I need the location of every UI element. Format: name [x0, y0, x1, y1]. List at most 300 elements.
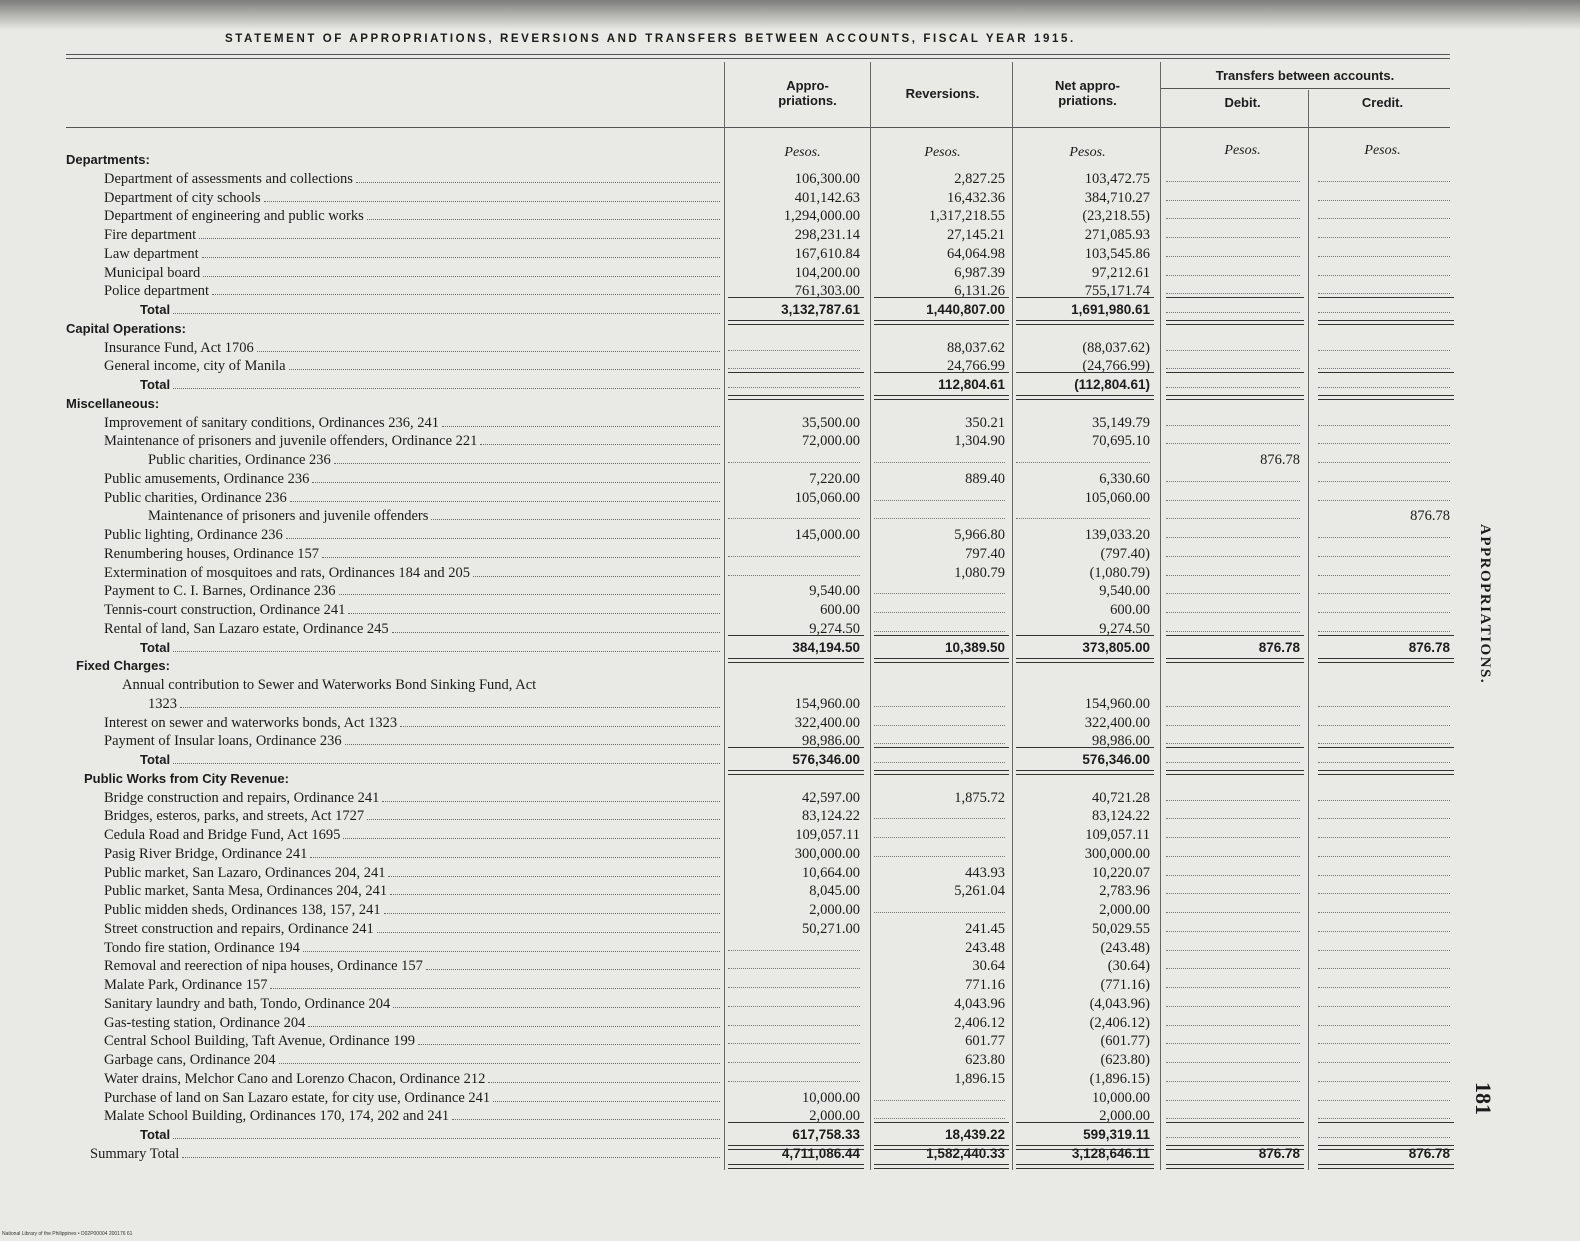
row-label-text: Fire department	[104, 227, 197, 244]
cell-appro	[728, 940, 860, 951]
row-label-text: Total	[140, 752, 171, 768]
cell-rev: 2,827.25	[954, 170, 1005, 187]
cell-rev: 2,406.12	[954, 1014, 1005, 1031]
row-label	[66, 321, 720, 337]
sum-rule	[1318, 747, 1454, 748]
title-rule	[66, 54, 1450, 55]
cell-credit	[1318, 433, 1450, 444]
cell-credit	[1318, 827, 1450, 838]
table-row	[0, 827, 1470, 843]
cell-rev	[874, 508, 1005, 519]
cell-appro	[728, 377, 860, 388]
cell-net: 98,986.00	[1092, 733, 1150, 750]
sum-rule	[1166, 1122, 1304, 1123]
double-rule	[1166, 1164, 1304, 1169]
row-label	[104, 902, 720, 918]
cell-rev	[874, 827, 1005, 838]
cell-appro: 154,960.00	[794, 695, 860, 712]
row-label	[104, 471, 720, 487]
dot-leader	[452, 1108, 720, 1120]
cell-rev: 350.21	[965, 414, 1005, 431]
row-label	[104, 958, 720, 974]
cell-net: 576,346.00	[1082, 752, 1150, 768]
dot-leader	[431, 508, 720, 520]
sum-rule	[1318, 297, 1454, 298]
cell-net: 109,057.11	[1085, 827, 1150, 844]
cell-rev: 1,080.79	[954, 564, 1005, 581]
cell-debit	[1166, 827, 1300, 838]
dot-leader	[286, 527, 720, 539]
cell-debit	[1166, 883, 1300, 894]
cell-net: 2,000.00	[1099, 902, 1150, 919]
total-row	[0, 752, 1470, 768]
row-label	[104, 340, 720, 356]
cell-net: 103,472.75	[1084, 170, 1150, 187]
dot-leader	[173, 377, 720, 389]
table-row	[0, 790, 1470, 806]
double-rule	[728, 1164, 864, 1169]
row-label-text: Public midden sheds, Ordinances 138, 157, 241	[104, 902, 381, 919]
cell-rev: 1,304.90	[954, 433, 1005, 450]
cell-debit	[1166, 790, 1300, 801]
cell-rev	[874, 846, 1005, 857]
cell-debit	[1166, 902, 1300, 913]
dot-leader	[212, 283, 720, 295]
total-row	[0, 640, 1470, 656]
table-row	[0, 208, 1470, 224]
dot-leader	[390, 883, 720, 895]
cell-appro: 9,540.00	[809, 583, 860, 600]
cell-appro	[728, 1052, 860, 1063]
cell-debit	[1166, 733, 1300, 744]
cell-rev: 1,317,218.55	[928, 208, 1005, 225]
table-row	[0, 846, 1470, 862]
cell-rev: 771.16	[965, 977, 1005, 994]
unit-label: Pesos.	[924, 145, 961, 160]
cell-credit	[1318, 846, 1450, 857]
row-label-text: Law department	[104, 245, 199, 262]
cell-debit	[1166, 808, 1300, 819]
cell-credit	[1318, 265, 1450, 276]
row-label	[104, 1090, 720, 1106]
row-label	[104, 283, 720, 299]
cell-appro: 104,200.00	[794, 264, 860, 281]
table-row	[0, 227, 1470, 243]
cell-rev	[874, 621, 1005, 632]
cell-net: 2,000.00	[1099, 1108, 1150, 1125]
cell-appro	[728, 565, 860, 576]
cell-credit: 876.78	[1410, 508, 1450, 525]
row-label-text: Renumbering houses, Ordinance 157	[104, 545, 320, 562]
dot-leader	[493, 1090, 720, 1102]
cell-credit	[1318, 1052, 1450, 1063]
row-label-text: Tondo fire station, Ordinance 194	[104, 939, 300, 956]
dot-leader	[173, 302, 720, 314]
cell-rev: 1,440,807.00	[926, 302, 1005, 318]
cell-rev: 623.80	[965, 1052, 1005, 1069]
row-label-text: Municipal board	[104, 264, 201, 281]
row-label-text: Public market, San Lazaro, Ordinances 204, 241	[104, 864, 386, 881]
row-label	[104, 208, 720, 224]
title-rule-2	[66, 58, 1450, 59]
sum-rule	[1166, 747, 1304, 748]
dot-leader	[180, 696, 720, 708]
cell-debit	[1166, 865, 1300, 876]
row-label	[76, 658, 720, 674]
side-section-label: APPROPRIATIONS.	[1477, 524, 1493, 685]
table-row	[0, 583, 1470, 599]
cell-net: 2,783.96	[1099, 883, 1150, 900]
cell-net: (797.40)	[1100, 545, 1150, 562]
sum-rule	[874, 297, 1009, 298]
cell-appro: 105,060.00	[794, 489, 860, 506]
row-label	[104, 1071, 720, 1087]
cell-net: (2,406.12)	[1089, 1014, 1150, 1031]
row-label-text: Improvement of sanitary conditions, Ordinances 236, 241	[104, 414, 440, 431]
cell-debit	[1166, 358, 1300, 369]
double-rule	[1016, 1164, 1154, 1169]
table-row	[0, 602, 1470, 618]
cell-debit	[1166, 696, 1300, 707]
cell-debit	[1166, 227, 1300, 238]
dot-leader	[182, 1146, 720, 1158]
row-label-text: Pasig River Bridge, Ordinance 241	[104, 845, 308, 862]
cell-credit	[1318, 733, 1450, 744]
table-row	[0, 471, 1470, 487]
section-heading	[0, 396, 1470, 412]
row-label	[104, 940, 720, 956]
cell-appro: 2,000.00	[809, 1108, 860, 1125]
cell-rev	[874, 490, 1005, 501]
dot-leader	[367, 208, 720, 220]
row-label	[104, 433, 720, 449]
dot-leader	[310, 846, 720, 858]
cell-credit	[1318, 171, 1450, 182]
cell-credit	[1318, 452, 1450, 463]
cell-credit	[1318, 752, 1450, 763]
row-label	[104, 808, 720, 824]
cell-appro: 298,231.14	[794, 227, 860, 244]
dot-leader	[173, 640, 720, 652]
cell-net: 599,319.11	[1083, 1127, 1150, 1143]
cell-rev	[874, 733, 1005, 744]
cell-net: 271,085.93	[1084, 227, 1150, 244]
total-row	[0, 377, 1470, 393]
cell-rev	[874, 452, 1005, 463]
cell-credit	[1318, 246, 1450, 257]
row-label	[140, 640, 720, 656]
header-bottom-rule	[66, 127, 1450, 128]
row-label-text: Central School Building, Taft Avenue, Ordinance 199	[104, 1033, 415, 1050]
cell-credit	[1318, 921, 1450, 932]
cell-credit	[1318, 583, 1450, 594]
cell-debit	[1166, 433, 1300, 444]
section-heading	[0, 321, 1470, 337]
row-label	[104, 1033, 720, 1049]
cell-net	[1016, 452, 1150, 463]
cell-rev: 889.40	[965, 470, 1005, 487]
cell-appro	[728, 1033, 860, 1044]
row-label-text: Public lighting, Ordinance 236	[104, 527, 283, 544]
unit-label: Pesos.	[1069, 145, 1106, 160]
cell-credit	[1318, 302, 1450, 313]
dot-leader	[173, 752, 720, 764]
table-row	[0, 1015, 1470, 1031]
cell-net: 10,220.07	[1092, 864, 1150, 881]
row-label-text: Public charities, Ordinance 236	[148, 452, 331, 469]
cell-credit	[1318, 602, 1450, 613]
dot-leader	[289, 358, 720, 370]
dot-leader	[303, 940, 720, 952]
cell-rev: 1,582,440.33	[926, 1146, 1005, 1161]
cell-appro: 401,142.63	[794, 189, 860, 206]
cell-credit	[1318, 358, 1450, 369]
cell-appro	[728, 340, 860, 351]
row-label	[104, 171, 720, 187]
cell-appro: 2,000.00	[809, 902, 860, 919]
cell-appro: 322,400.00	[794, 714, 860, 731]
row-label-text: Bridges, esteros, parks, and streets, Act 1727	[104, 808, 365, 825]
cell-rev: 24,766.99	[947, 358, 1005, 375]
cell-debit	[1166, 1108, 1300, 1119]
cell-rev: 16,432.36	[947, 189, 1005, 206]
cell-credit	[1318, 1015, 1450, 1026]
dot-leader	[400, 715, 720, 727]
row-label	[104, 265, 720, 281]
cell-net: (1,080.79)	[1089, 564, 1150, 581]
cell-appro: 35,500.00	[802, 414, 860, 431]
row-label	[104, 602, 720, 618]
total-row	[0, 1127, 1470, 1143]
sum-rule	[1318, 1122, 1454, 1123]
dot-leader	[264, 190, 720, 202]
cell-debit	[1166, 1127, 1300, 1138]
row-label-text: 1323	[148, 695, 177, 712]
cell-appro: 72,000.00	[802, 433, 860, 450]
cell-net: 9,540.00	[1099, 583, 1150, 600]
dot-leader	[345, 733, 720, 745]
row-label	[122, 677, 720, 693]
cell-net: (623.80)	[1100, 1052, 1150, 1069]
cell-net: 300,000.00	[1084, 845, 1150, 862]
row-label-text: Purchase of land on San Lazaro estate, for city use, Ordinance 241	[104, 1089, 491, 1106]
table-row	[0, 696, 1470, 712]
cell-debit	[1166, 1090, 1300, 1101]
cell-debit	[1166, 977, 1300, 988]
cell-rev	[874, 715, 1005, 726]
table-row	[0, 246, 1470, 262]
total-row	[0, 302, 1470, 318]
cell-debit	[1166, 752, 1300, 763]
row-label-text: Public market, Santa Mesa, Ordinances 204, 241	[104, 883, 388, 900]
cell-appro	[728, 1071, 860, 1082]
header-reversions: Reversions.	[905, 86, 980, 101]
cell-debit	[1166, 171, 1300, 182]
cell-credit	[1318, 696, 1450, 707]
cell-appro: 167,610.84	[794, 245, 860, 262]
cell-appro	[728, 996, 860, 1007]
cell-net: (88,037.62)	[1082, 339, 1150, 356]
cell-rev: 601.77	[965, 1033, 1005, 1050]
cell-credit	[1318, 1090, 1450, 1101]
row-label	[104, 883, 720, 899]
dot-leader	[202, 246, 720, 258]
cell-credit	[1318, 190, 1450, 201]
cell-debit	[1166, 621, 1300, 632]
row-label	[104, 358, 720, 374]
cell-rev: 243.48	[965, 939, 1005, 956]
sum-rule	[1016, 635, 1154, 636]
dot-leader	[173, 1127, 720, 1139]
row-label-text: General income, city of Manila	[104, 358, 286, 375]
row-label-text: Payment to C. I. Barnes, Ordinance 236	[104, 583, 336, 600]
cell-rev: 30.64	[972, 958, 1005, 975]
dot-leader	[384, 902, 720, 914]
unit-label: Pesos.	[1364, 143, 1401, 158]
cell-debit	[1166, 1015, 1300, 1026]
header-transfers: Transfers between accounts.	[1215, 68, 1395, 83]
cell-appro	[728, 1015, 860, 1026]
table-row	[0, 902, 1470, 918]
cell-credit	[1318, 902, 1450, 913]
cell-debit	[1166, 583, 1300, 594]
cell-net: 154,960.00	[1084, 695, 1150, 712]
cell-rev: 5,966.80	[954, 527, 1005, 544]
sum-rule	[1166, 297, 1304, 298]
sum-rule	[1166, 372, 1304, 373]
row-label	[104, 715, 720, 731]
dot-leader	[348, 602, 720, 614]
row-label-text: Total	[140, 302, 171, 318]
row-label	[104, 827, 720, 843]
row-label	[104, 527, 720, 543]
row-label	[104, 996, 720, 1012]
table-row	[0, 677, 1470, 693]
cell-net: (4,043.96)	[1089, 995, 1150, 1012]
sum-rule	[874, 747, 1009, 748]
cell-rev: 4,043.96	[954, 995, 1005, 1012]
cell-net: (771.16)	[1100, 977, 1150, 994]
dot-leader	[339, 583, 720, 595]
table-row	[0, 546, 1470, 562]
cell-appro: 7,220.00	[809, 470, 860, 487]
cell-appro: 9,274.50	[809, 620, 860, 637]
row-label-text: Miscellaneous:	[66, 395, 160, 411]
dot-leader	[367, 808, 720, 820]
cell-net: 6,330.60	[1099, 470, 1150, 487]
row-label-text: Public amusements, Ordinance 236	[104, 470, 310, 487]
row-label	[90, 1146, 720, 1162]
row-label-text: Removal and reerection of nipa houses, Ordinance 157	[104, 958, 423, 975]
cell-rev: 1,896.15	[954, 1070, 1005, 1087]
row-label-text: Rental of land, San Lazaro estate, Ordinance 245	[104, 620, 389, 637]
row-label	[140, 752, 720, 768]
cell-rev: 6,131.26	[954, 283, 1005, 300]
cell-net: (112,804.61)	[1074, 377, 1150, 393]
cell-credit	[1318, 227, 1450, 238]
cell-rev: 5,261.04	[954, 883, 1005, 900]
cell-net: 600.00	[1110, 602, 1150, 619]
cell-debit	[1166, 1033, 1300, 1044]
cell-appro: 8,045.00	[809, 883, 860, 900]
cell-debit	[1166, 958, 1300, 969]
sum-rule	[728, 372, 864, 373]
cell-debit	[1166, 508, 1300, 519]
sum-rule	[1016, 372, 1154, 373]
table-row	[0, 490, 1470, 506]
cell-credit	[1318, 715, 1450, 726]
cell-credit	[1318, 415, 1450, 426]
dot-leader	[257, 340, 720, 352]
sum-rule	[728, 297, 864, 298]
cell-rev	[874, 696, 1005, 707]
cell-credit	[1318, 527, 1450, 538]
row-label-text: Garbage cans, Ordinance 204	[104, 1052, 276, 1069]
row-label-text: Department of assessments and collections	[104, 170, 353, 187]
cell-credit	[1318, 283, 1450, 294]
sum-rule	[728, 747, 864, 748]
sum-rule	[874, 1122, 1009, 1123]
cell-rev: 1,875.72	[954, 789, 1005, 806]
cell-net: 1,691,980.61	[1071, 302, 1150, 318]
cell-debit	[1166, 415, 1300, 426]
table-row	[0, 340, 1470, 356]
table-row	[0, 865, 1470, 881]
cell-debit	[1166, 208, 1300, 219]
row-label	[140, 302, 720, 318]
row-label	[104, 790, 720, 806]
cell-credit	[1318, 958, 1450, 969]
row-label-text: Maintenance of prisoners and juvenile offenders, Ordinance 221	[104, 433, 478, 450]
row-label	[104, 227, 720, 243]
row-label	[104, 565, 720, 581]
cell-debit	[1166, 565, 1300, 576]
cell-appro	[728, 977, 860, 988]
row-label	[148, 452, 720, 468]
row-label-text: Water drains, Melchor Cano and Lorenzo Chacon, Ordinance 212	[104, 1070, 486, 1087]
row-label-text: Sanitary laundry and bath, Tondo, Ordinance 204	[104, 995, 391, 1012]
cell-debit	[1166, 996, 1300, 1007]
cell-debit	[1166, 921, 1300, 932]
row-label-text: Public charities, Ordinance 236	[104, 489, 287, 506]
section-heading	[0, 658, 1470, 674]
cell-net: 40,721.28	[1092, 789, 1150, 806]
cell-appro: 761,303.00	[794, 283, 860, 300]
cell-credit	[1318, 208, 1450, 219]
table-row	[0, 171, 1470, 187]
cell-appro: 4,711,086.44	[781, 1146, 860, 1161]
cell-debit	[1166, 940, 1300, 951]
cell-net: 83,124.22	[1092, 808, 1150, 825]
cell-rev: 64,064.98	[947, 245, 1005, 262]
cell-credit	[1318, 546, 1450, 557]
dot-leader	[473, 565, 720, 577]
transfers-rule	[1160, 88, 1450, 89]
row-label-text: Cedula Road and Bridge Fund, Act 1695	[104, 827, 341, 844]
sum-rule	[874, 635, 1009, 636]
cell-rev: 797.40	[965, 545, 1005, 562]
cell-net: 322,400.00	[1084, 714, 1150, 731]
cell-credit	[1318, 1033, 1450, 1044]
table-row	[0, 415, 1470, 431]
dot-leader	[393, 996, 720, 1008]
table-row	[0, 265, 1470, 281]
cell-debit	[1166, 527, 1300, 538]
row-label	[104, 733, 720, 749]
cell-appro: 10,664.00	[802, 864, 860, 881]
cell-appro: 384,194.50	[792, 639, 860, 655]
table-row	[0, 433, 1470, 449]
